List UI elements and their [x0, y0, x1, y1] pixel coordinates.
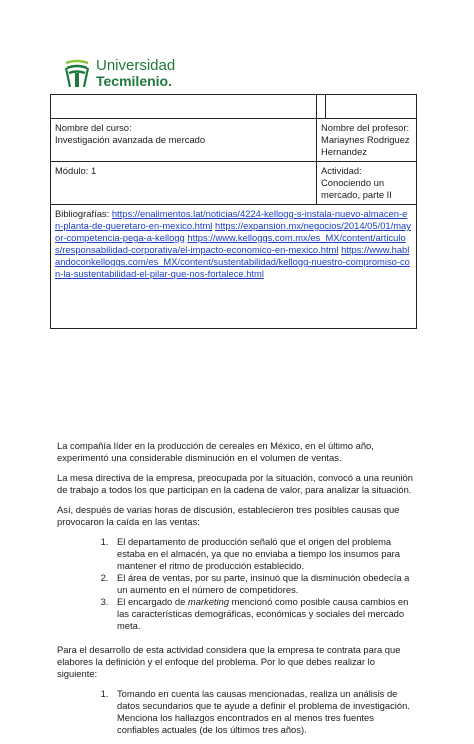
paragraph-2: La mesa directiva de la empresa, preocupada por la situación, convocó a una reunión de trabajo a todos los que participan en la cadena de valor, para analizar la situación. — [57, 472, 413, 495]
module-cell: Módulo: 1 — [51, 162, 317, 205]
logo-line-1: Universidad — [96, 57, 176, 74]
cause-3-post: mencionó como posible causa cambios en las características demográficas, económicas y sociales del mercado meta. — [117, 596, 409, 631]
causes-list — [57, 536, 417, 632]
cause-3-pre: El encargado de — [117, 596, 188, 607]
bibliography-link-1[interactable]: https://enalimentos.lat/noticias/4224-kellogg-s-instala-nuevo-almacen-en-planta-de-queretaro-en-mexico.html — [55, 208, 408, 231]
activity-body — [57, 440, 417, 744]
blank-row — [51, 95, 417, 119]
tecmilenio-logo — [64, 58, 175, 88]
course-value: Investigación avanzada de mercado — [55, 134, 206, 145]
bibliography-link-3[interactable]: https://www.kelloggs.com.mx/es_MX/content/articulos/responsabilidad-corporativa/el-impacto-economico-en-mexico.html — [55, 232, 406, 255]
cause-item-1: 1. El departamento de producción señaló que el origen del problema estaba en el almacén, ya que no enviaba a tiempo los insumos para mantener el ritmo de producción establecido. — [111, 536, 417, 572]
cause-item-2: 2. El área de ventas, por su parte, insinuó que la disminución obedecía a un aumento en el número de competidores. — [111, 572, 417, 596]
activity-cell: Actividad: Conociendo un mercado, parte II — [317, 162, 417, 205]
course-label: Nombre del curso: — [55, 122, 132, 133]
paragraph-1: La compañía líder en la producción de cereales en México, en el último año, experimentó una considerable disminución en el volumen de ventas. — [57, 440, 374, 463]
course-info-table — [50, 94, 417, 329]
bibliography-label: Bibliografías: — [55, 208, 112, 219]
step-item-1: 1. Tomando en cuenta las causas mencionadas, realiza un análisis de datos secundarios que te ayude a definir el problema de investigación. Menciona los hallazgos encontrados en al menos tres fuentes confiables actuales (de los últimos tres años). — [111, 688, 417, 736]
paragraph-3: Así, después de varias horas de discusión, establecieron tres posibles causas que provocaron la caída en las ventas: — [57, 504, 400, 527]
blank-cell-mid — [317, 95, 326, 119]
blank-cell-left — [51, 95, 317, 119]
blank-cell-right — [326, 95, 417, 119]
paragraph-4: Para el desarrollo de esta actividad considera que la empresa te contrata para que elabores la definición y el enfoque del problema. Por lo que debes realizar lo siguiente: — [57, 644, 401, 679]
cause-3-emphasis: marketing — [187, 596, 230, 607]
bibliography-link-2[interactable]: https://expansion.mx/negocios/2014/05/01/mayor-competencia-pega-a-kellogg — [55, 220, 411, 243]
professor-cell: Nombre del profesor: Mariaynes Rodriguez Hernandez — [317, 119, 417, 162]
cause-item-3 — [111, 596, 417, 632]
bibliography-link-4[interactable]: https://www.hablandoconkelloggs.com/es_MX/content/sustentabilidad/kellogg-nuestro-compromiso-con-la-sustentabilidad-el-pilar-que-nos-fortalece.html — [55, 244, 410, 279]
course-cell — [51, 119, 317, 162]
steps-list — [57, 688, 417, 736]
bibliography-cell — [51, 205, 417, 329]
tecmilenio-logo-icon — [64, 59, 90, 87]
logo-line-2: Tecmilenio. — [96, 73, 172, 89]
